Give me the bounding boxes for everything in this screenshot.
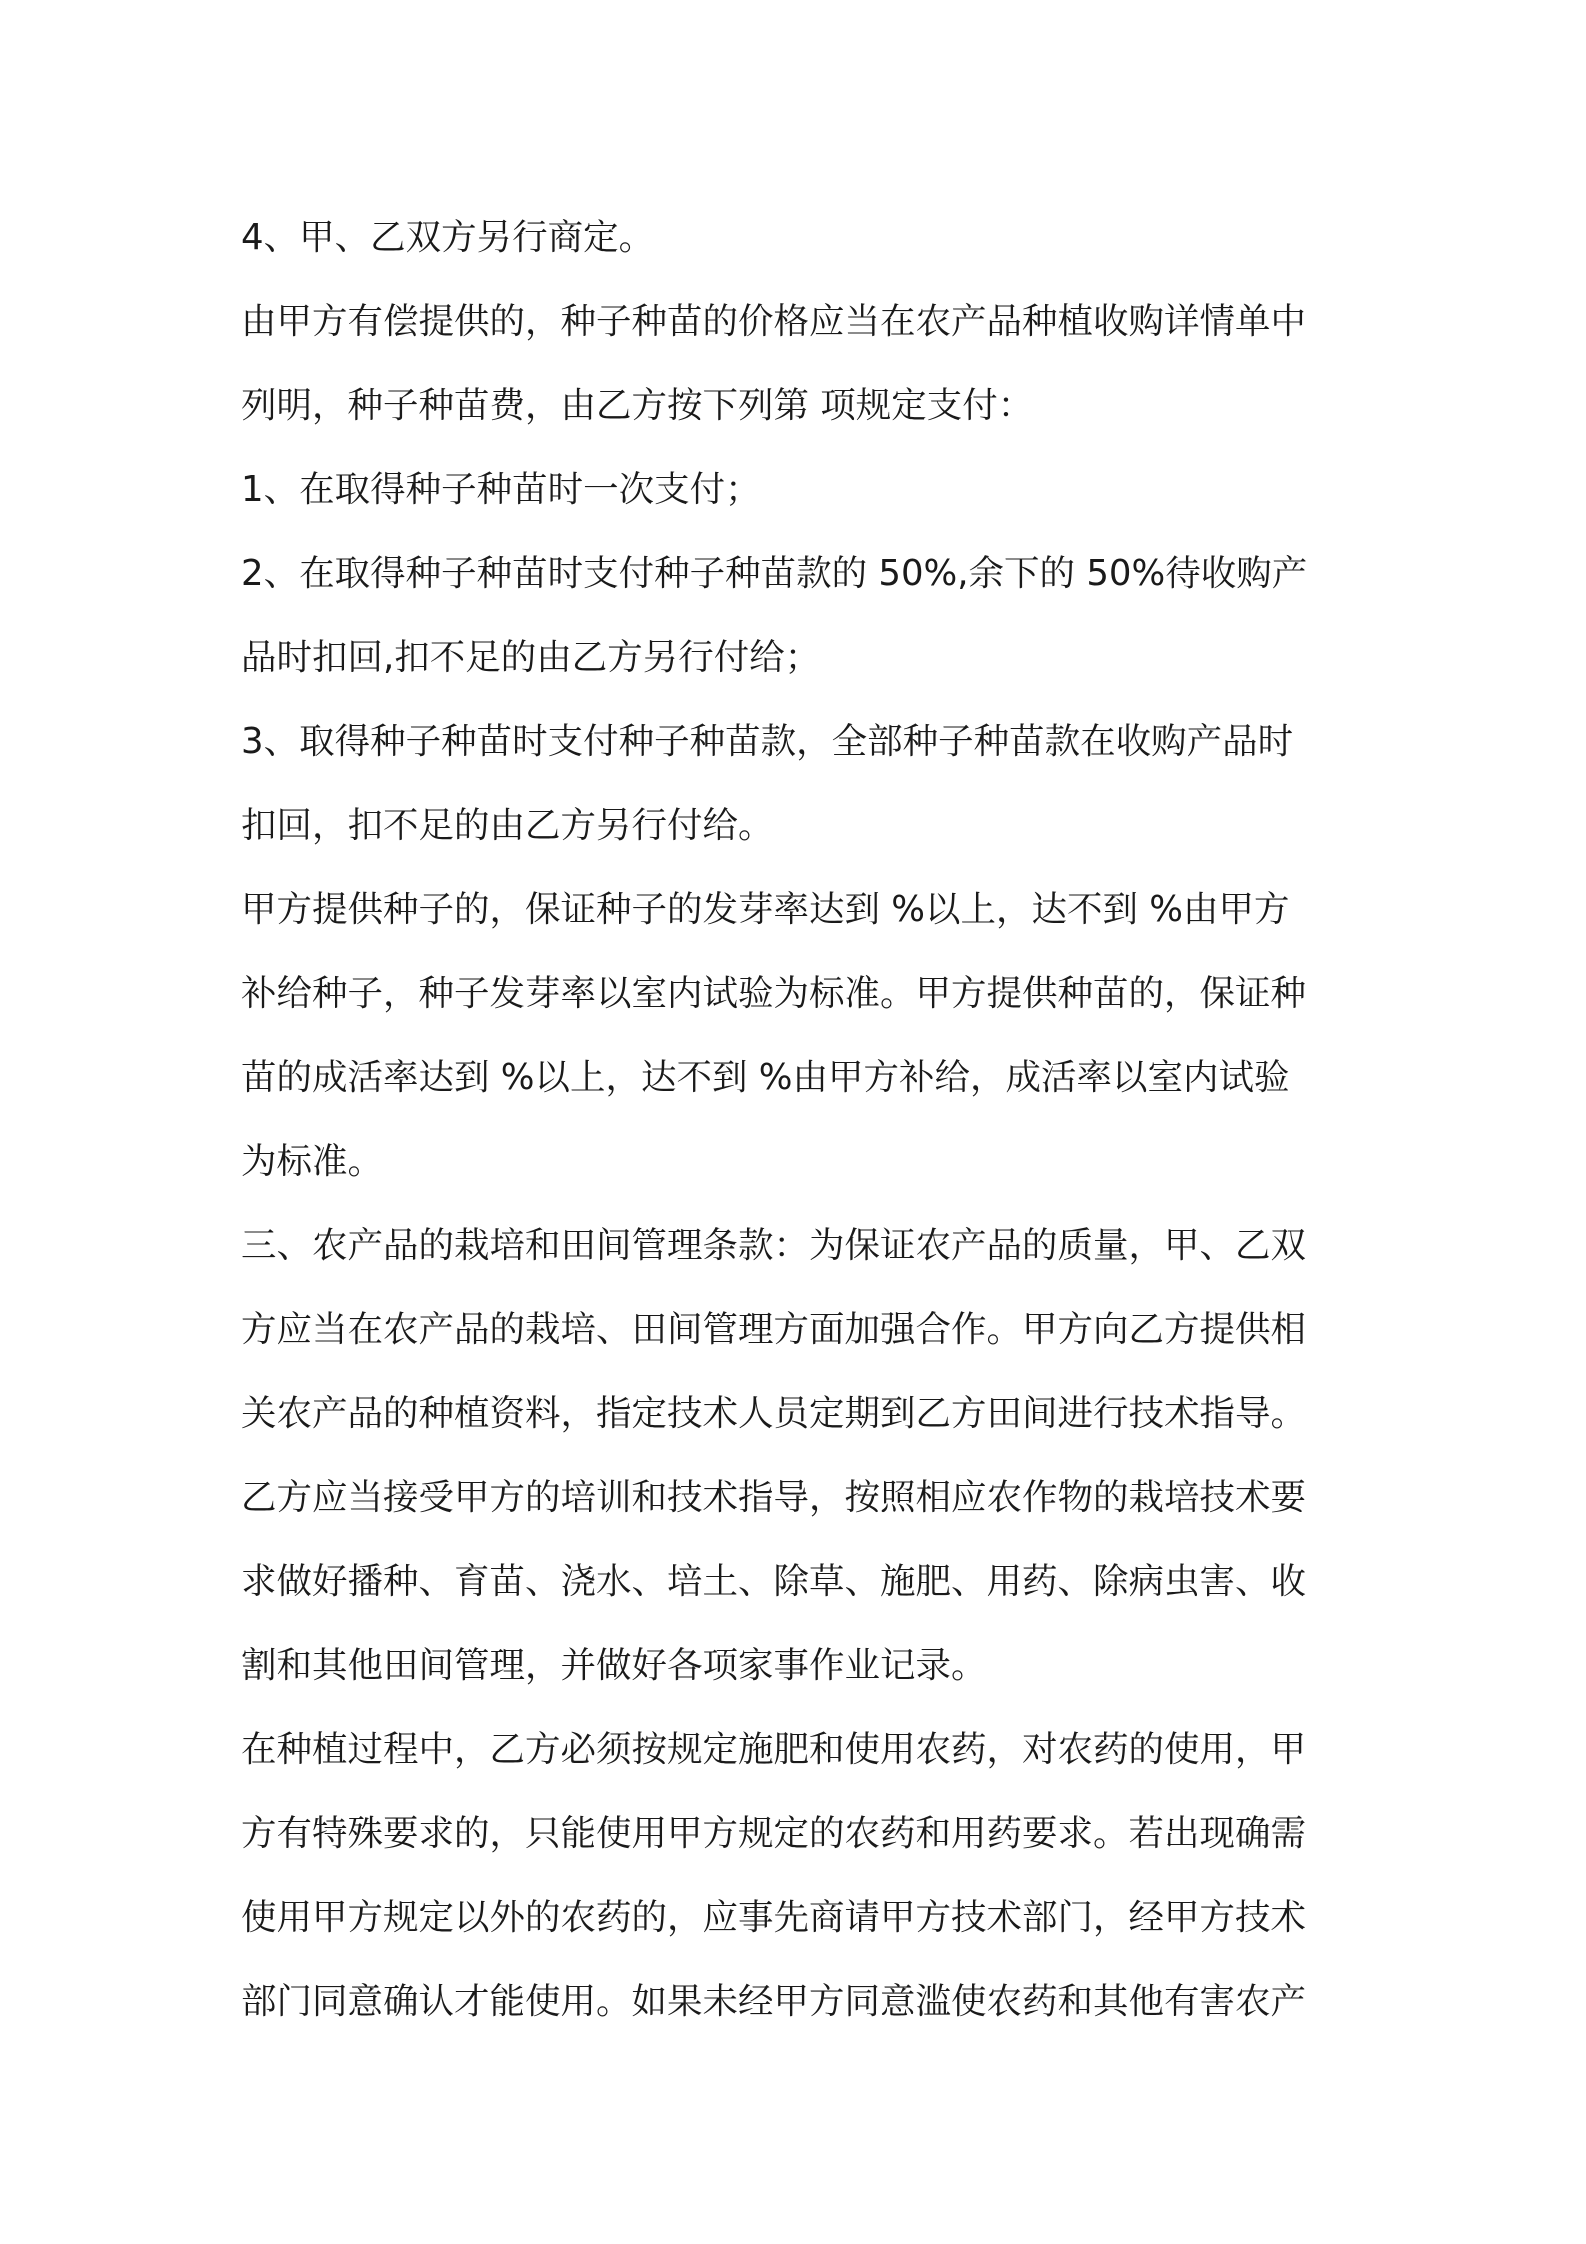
text-line: 4、甲、乙双方另行商定。 xyxy=(241,217,655,258)
text-line: 3、取得种子种苗时支付种子种苗款，全部种子种苗款在收购产品时 xyxy=(241,721,1294,762)
text-line: 2、在取得种子种苗时支付种子种苗款的 50%,余下的 50%待收购产 xyxy=(241,553,1308,594)
text-line: 甲方提供种子的，保证种子的发芽率达到 %以上，达不到 %由甲方 xyxy=(241,889,1290,930)
text-line: 三、农产品的栽培和田间管理条款：为保证农产品的质量，甲、乙双 xyxy=(241,1225,1307,1266)
text-line: 在种植过程中，乙方必须按规定施肥和使用农药，对农药的使用，甲 xyxy=(241,1729,1307,1770)
text-line: 使用甲方规定以外的农药的，应事先商请甲方技术部门，经甲方技术 xyxy=(241,1897,1307,1938)
text-line: 扣回，扣不足的由乙方另行付给。 xyxy=(241,805,774,846)
text-line: 由甲方有偿提供的，种子种苗的价格应当在农产品种植收购详情单中 xyxy=(241,301,1307,342)
document-body xyxy=(241,196,1361,2044)
text-line: 求做好播种、育苗、浇水、培土、除草、施肥、用药、除病虫害、收 xyxy=(241,1561,1307,1602)
text-line: 割和其他田间管理，并做好各项家事作业记录。 xyxy=(241,1645,987,1686)
text-line: 部门同意确认才能使用。如果未经甲方同意滥使农药和其他有害农产 xyxy=(241,1981,1307,2022)
text-line: 方应当在农产品的栽培、田间管理方面加强合作。甲方向乙方提供相 xyxy=(241,1309,1307,1350)
text-line: 为标准。 xyxy=(241,1141,384,1182)
text-line: 苗的成活率达到 %以上，达不到 %由甲方补给，成活率以室内试验 xyxy=(241,1057,1290,1098)
text-line: 方有特殊要求的，只能使用甲方规定的农药和用药要求。若出现确需 xyxy=(241,1813,1307,1854)
text-line: 列明，种子种苗费，由乙方按下列第 项规定支付： xyxy=(241,385,1034,426)
text-line: 乙方应当接受甲方的培训和技术指导，按照相应农作物的栽培技术要 xyxy=(241,1477,1307,1518)
text-line: 关农产品的种植资料，指定技术人员定期到乙方田间进行技术指导。 xyxy=(241,1393,1307,1434)
text-line: 品时扣回,扣不足的由乙方另行付给； xyxy=(241,637,821,678)
text-line: 补给种子，种子发芽率以室内试验为标准。甲方提供种苗的，保证种 xyxy=(241,973,1307,1014)
text-line: 1、在取得种子种苗时一次支付； xyxy=(241,469,761,510)
